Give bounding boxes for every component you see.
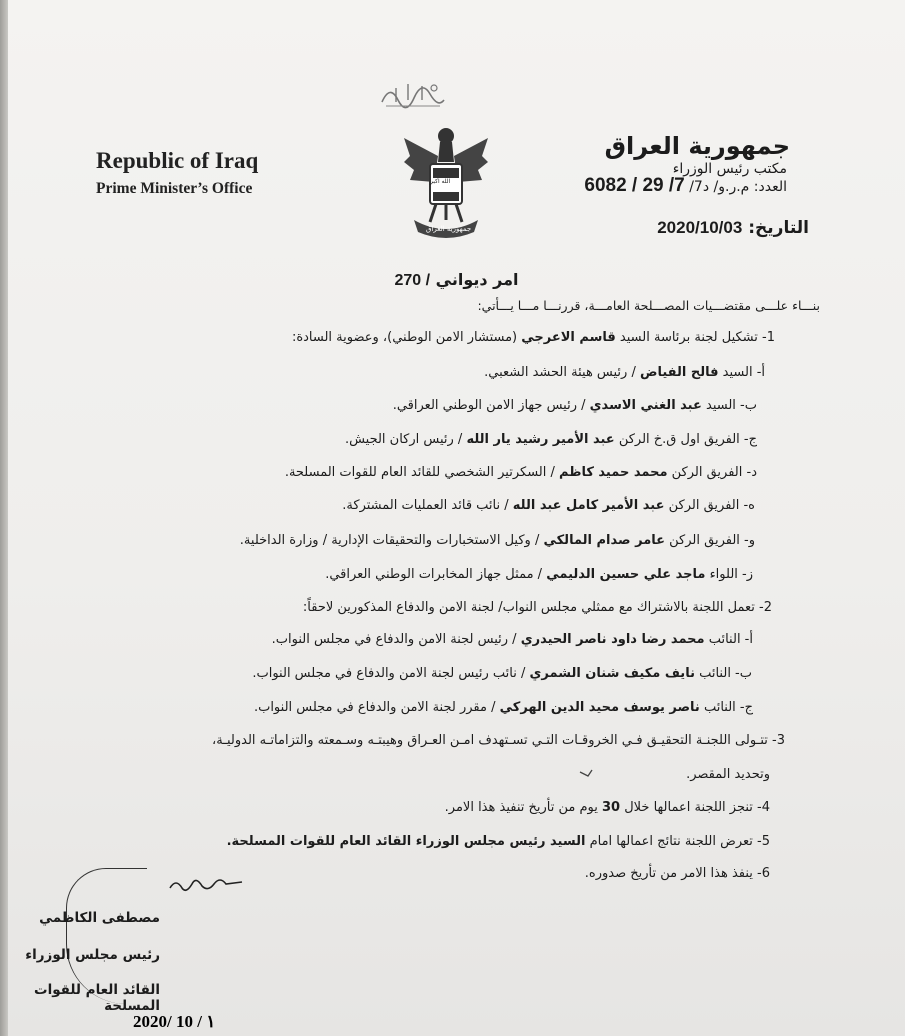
signatory-name: مصطفى الكاظمي [39,910,160,926]
date-label: التاريخ: [748,218,809,238]
intro-line: بنـــاء علـــى مقتضـــيات المصـــلحة العامـــة، قررنـــا مـــا يـــأتي: [477,298,820,313]
signature-date: 2020/ 10 / ١ [133,1012,216,1031]
deputy-name: ناصر يوسف محيد الدين الهركي [499,700,700,715]
clause-5-bold: السيد رئيس مجلس الوزراء القائد العام للقوات المسلحة. [226,834,586,849]
reference-line [584,175,787,197]
order-heading [8,270,905,290]
member-name: عامر صدام المالكي [543,533,666,548]
member-role: / رئيس هيئة الحشد الشعبي. [484,365,640,380]
member-role: / رئيس جهاز الامن الوطني العراقي. [392,398,590,413]
member-prefix: و- الفريق الركن [665,533,755,548]
member-item [240,533,755,548]
order-title: امر ديواني [435,270,519,289]
clause-1-name: قاسم الاعرجي [521,330,616,345]
deputy-role: / نائب رئيس لجنة الامن والدفاع في مجلس النواب. [252,666,530,681]
en-office-subtitle: Prime Minister’s Office [96,180,253,197]
date-value: 2020/10/03 [657,218,743,237]
member-item [285,465,757,480]
ar-office-subtitle: مكتب رئيس الوزراء [672,161,787,177]
member-prefix: ج- الفريق اول ق.خ الركن [614,432,757,447]
member-name: فالح الفياض [639,365,719,380]
clause-4 [445,800,770,815]
en-country-title: Republic of Iraq [96,148,259,173]
member-prefix: ز- اللواء [705,567,753,582]
deputy-name: نايف مكيف شنان الشمري [529,666,695,681]
signatory-subtitle: القائد العام للقوات المسلحة [34,982,160,1014]
deputy-item [272,632,753,647]
reference-label: العدد: م.ر.و/ د7/ [689,179,787,195]
member-prefix: ه- الفريق الركن [664,498,755,513]
member-prefix: د- الفريق الركن [667,465,757,480]
clause-5 [227,834,770,849]
document-page [8,0,905,1036]
member-name: عبد الأمير كامل عبد الله [512,498,665,513]
clause-1-pre: 1- تشكيل لجنة برئاسة السيد [615,330,775,345]
clause-6: 6- ينفذ هذا الامر من تأريخ صدوره. [584,866,770,881]
member-name: عبد الأمير رشيد يار الله [466,432,615,447]
member-item [345,432,757,447]
clause-3-continuation: وتحديد المقصر. [686,767,770,782]
member-role: / وكيل الاستخبارات والتحقيقات الإدارية / وزارة الداخلية. [239,533,544,548]
clause-4-post: يوم من تأريخ تنفيذ هذا الامر. [444,800,602,815]
handwritten-signature [166,872,246,896]
ar-country-title: جمهورية العراق [604,132,790,160]
clause-5-pre: 5- تعرض اللجنة نتائج اعمالها امام [585,834,770,849]
emblem-banner: جمهورية العراق [426,225,472,233]
deputy-name: محمد رضا داود ناصر الحيدري [520,632,705,647]
emblem-text: الله اكبر [430,178,451,185]
deputy-item [252,666,752,681]
member-prefix: أ- السيد [718,365,765,380]
deputy-prefix: ب- النائب [694,666,752,681]
order-number: / 270 [394,272,431,289]
clause-1-post: (مستشار الامن الوطني)، وعضوية السادة: [291,330,522,345]
member-item [342,498,755,513]
member-name: ماجد علي حسين الدليمي [546,567,706,582]
member-role: / السكرتير الشخصي للقائد العام للقوات المسلحة. [284,465,560,480]
member-role: / ممثل جهاز المخابرات الوطني العراقي. [325,567,547,582]
member-item [325,567,753,582]
deputy-role: / رئيس لجنة الامن والدفاع في مجلس النواب. [271,632,521,647]
basmala-calligraphy [378,78,448,112]
deputy-prefix: أ- النائب [704,632,753,647]
member-role: / رئيس اركان الجيش. [344,432,467,447]
date-line [657,218,809,238]
member-role: / نائب قائد العمليات المشتركة. [342,498,513,513]
clause-4-days: 30 [602,800,621,815]
member-item [484,365,765,380]
handwritten-tick [578,768,594,780]
reference-number: 6082 / 29 /7 [584,175,685,196]
deputy-role: / مقرر لجنة الامن والدفاع في مجلس النواب. [253,700,500,715]
member-prefix: ب- السيد [701,398,757,413]
member-item [393,398,757,413]
signatory-title: رئيس مجلس الوزراء [25,947,160,963]
clause-4-pre: 4- تنجز اللجنة اعمالها خلال [620,800,770,815]
page-edge-shadow [0,0,8,1036]
member-name: محمد حميد كاظم [559,465,668,480]
clause-2: 2- تعمل اللجنة بالاشتراك مع ممثلي مجلس النواب/ لجنة الامن والدفاع المذكورين لاحقاً: [302,600,772,615]
member-name: عبد الغني الاسدي [589,398,702,413]
clause-3: 3- تتـولى اللجنـة التحقيـق فـي الخروقـات التـي تسـتهدف امـن العـراق وهيبتـه وسـمعته والتزاماتـه الدوليـة، [212,733,785,748]
clause-1 [292,330,775,345]
deputy-item [254,700,753,715]
deputy-prefix: ج- النائب [699,700,753,715]
